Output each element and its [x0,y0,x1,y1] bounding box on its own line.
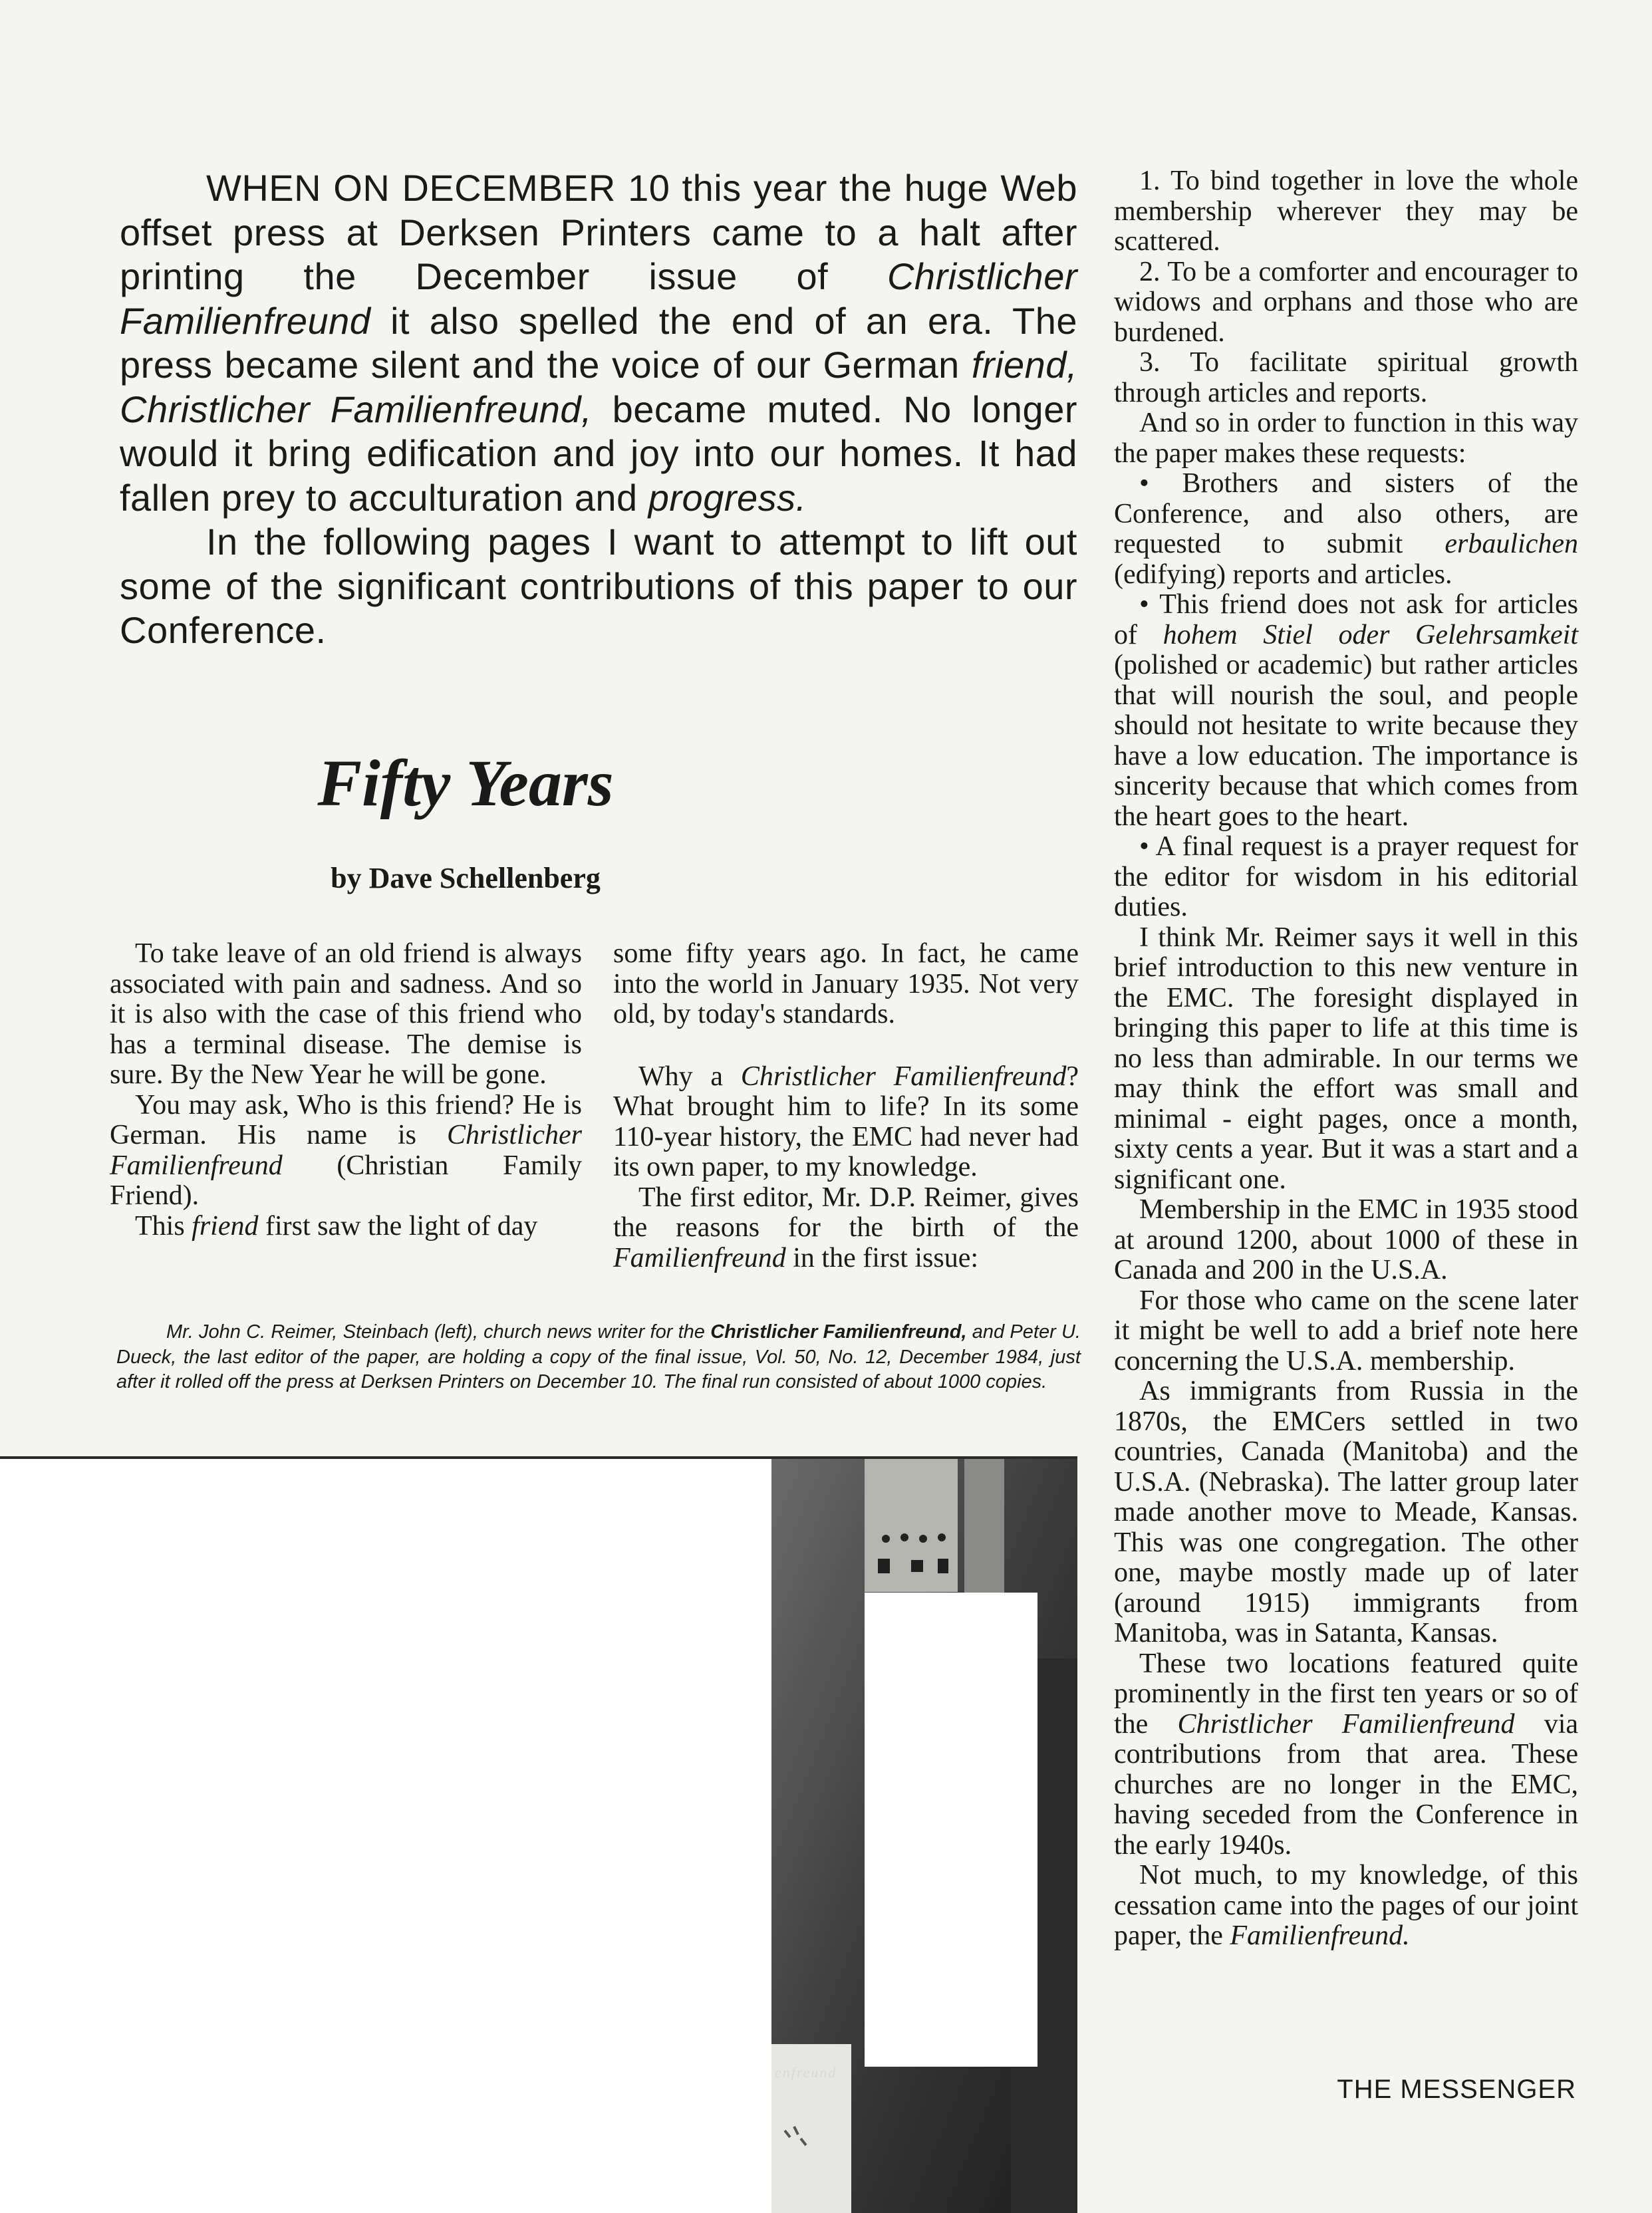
col3-paragraph: • Brothers and sisters of the Conference, and also others, are requested to submit erbaulichen (edifying) reports and articles. [1114,468,1578,590]
column-1 [110,939,582,1241]
col1-paragraph: This friend first saw the light of day [135,1210,538,1241]
col3-paragraph: • A final request is a prayer request for the editor for wisdom in his editorial duties. [1114,831,1578,922]
photo-fragment-text: enfreund [775,2064,837,2081]
col2-paragraph: some fifty years ago. In fact, he came into the world in January 1935. Not very old, by today's standards. [613,938,1079,1029]
col3-paragraph: These two locations featured quite prominently in the first ten years or so of the Christlicher Familienfreund via contributions from that area. These churches are no longer in the EMC, having seceded from the Conference in the early 1940s. [1114,1648,1579,1861]
col3-paragraph: For those who came on the scene later it might be well to add a brief note here concerning the U.S.A. membership. [1114,1285,1578,1376]
publication-name: THE MESSENGER [1337,2075,1576,2104]
column-3 [1114,166,1578,1952]
photo-caption: Mr. John C. Reimer, Steinbach (left), church news writer for the Christlicher Familienfreund, and Peter U. Dueck, the last editor of the paper, are holding a copy of the final issue, Vol. 50, No. 12, December 1984, just after it rolled off the press at Derksen Printers on December 10. The final run consisted of about 1000 copies. [116,1321,1081,1392]
col3-paragraph: As immigrants from Russia in the 1870s, the EMCers settled in two countries, Canada (Manitoba) and the U.S.A. (Nebraska). The latter group later made another move to Meade, Kansas. This was one congregation. The other one, maybe mostly made up of later (around 1915) immigrants from Manitoba, was in Satanta, Kansas. [1114,1376,1578,1648]
col3-paragraph: • This friend does not ask for articles of hohem Stiel oder Gelehrsamkeit (polished or academic) but rather articles that will nourish the soul, and people should not hesitate to write because they have a low education. The importance is sincerity because that which comes from the heart goes to the heart. [1114,589,1578,832]
col3-paragraph: I think Mr. Reimer says it well in this brief introduction to this new venture in the EMC. The foresight displayed in bringing this paper to life at this time is no less than admirable. In our terms we may think the effort was small and minimal - eight pages, once a month, sixty cents a year. But it was a start and a significant one. [1114,922,1578,1195]
col3-paragraph: Membership in the EMC in 1935 stood at around 1200, about 1000 of these in Canada and 200 in the U.S.A. [1114,1194,1578,1285]
col3-paragraph: And so in order to function in this way the paper makes these requests: [1114,408,1578,469]
column-2 [613,939,1079,1273]
photo-blank-cover [865,1593,1037,2067]
col2-paragraph: The first editor, Mr. D.P. Reimer, gives the reasons for the birth of the Familienfreund in the first issue: [613,1182,1079,1273]
col1-paragraph: To take leave of an old friend is always associated with pain and sadness. And so it is also with the case of this friend who has a terminal disease. The demise is sure. By the New Year he will be gone. [110,938,582,1090]
col3-paragraph: 1. To bind together in love the whole membership wherever they may be scattered. [1114,166,1578,257]
lead-paragraph-2: In the following pages I want to attempt to lift out some of the significant contributions of this paper to our Conference. [120,521,1077,651]
col3-paragraph: 2. To be a comforter and encourager to widows and orphans and those who are burdened. [1114,256,1578,348]
col2-paragraph: Why a Christlicher Familienfreund? What brought him to life? In its some 110-year history, the EMC had never had its own paper, to my knowledge. [613,1061,1079,1182]
col3-paragraph: 3. To facilitate spiritual growth through articles and reports. [1114,347,1578,408]
col1-paragraph: You may ask, Who is this friend? He is German. His name is Christlicher Familienfreund (Christian Family Friend). [110,1089,582,1211]
article-title: Fifty Years [317,746,614,820]
lead-paragraph-1: WHEN ON DECEMBER 10 this year the huge Web offset press at Derksen Printers came to a halt after printing the December issue of Christlicher Familienfreund it also spelled the end of an era. The press became silent and the voice of our German friend, Christlicher Familienfreund, became muted. No longer would it bring edification and joy into our homes. It had fallen prey to acculturation and progress. [120,167,1077,519]
photo-blank-area [0,1459,865,2213]
lead-text [120,166,1077,653]
col3-paragraph: Not much, to my knowledge, of this cessation came into the pages of our joint paper, the Familienfreund. [1114,1860,1578,1951]
byline: by Dave Schellenberg [331,862,601,894]
